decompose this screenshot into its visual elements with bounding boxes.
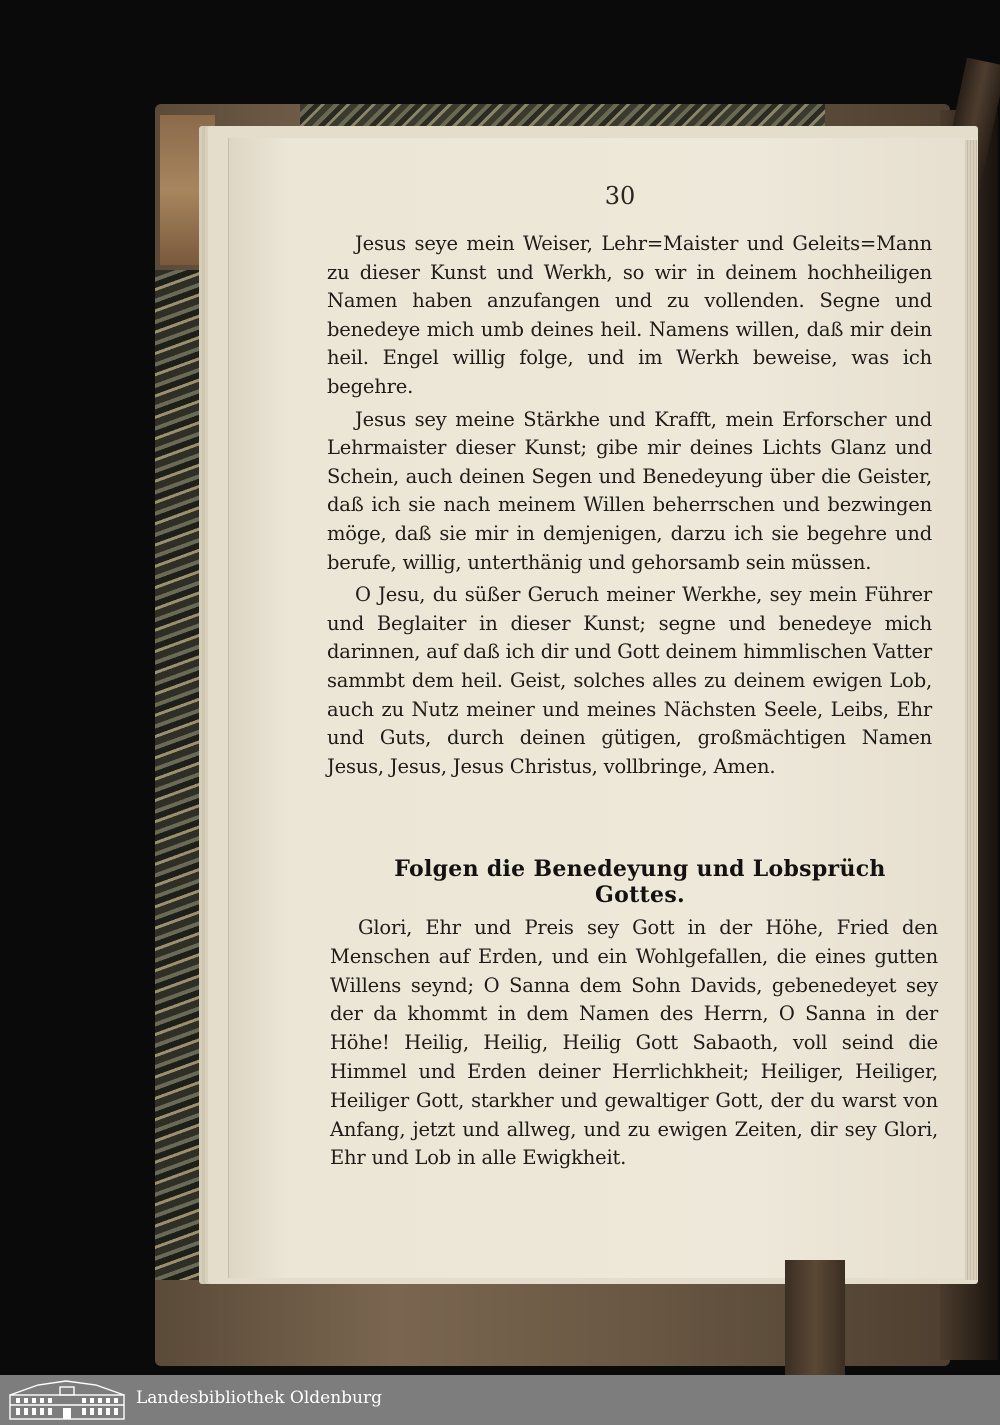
paragraph: Glori, Ehr und Preis sey Gott in der Höhe, Fried den Menschen auf Erden, und ein Wohlgefallen, die eines gutten Willens seynd; O Sanna dem Sohn Davids, gebenedeyet sey der da khommt in dem Namen des Herrn, O Sanna in der Höhe! Heilig, Heilig, Heilig Gott Sabaoth, voll seind die Himmel und Erden deiner Herrlichkheit; Heiliger, Heiliger, Heiliger Gott, starkher und gewaltiger Gott, der du warst von Anfang, jetzt und allweg, und zu ewigen Zeiten, dir sey Glori, Ehr und Lob in alle Ewigkheit. — [330, 916, 938, 1170]
footer-bar — [0, 1375, 1000, 1425]
page-edges — [965, 140, 977, 1280]
body-text-top — [327, 230, 932, 785]
paragraph: O Jesu, du süßer Geruch meiner Werkhe, sey mein Führer und Beglaiter in dieser Kunst; segne und benedeye mich darinnen, auf daß ich dir und Gott deinem himmlischen Vatter sammbt dem heil. Geist, solches alles zu deinem ewigen Lob, auch zu Nutz meiner und meines Nächsten Seele, Leibs, Ehr und Guts, durch deinen gütigen, großmächtigen Namen Jesus, Jesus, Jesus Christus, vollbringe, Amen. — [327, 583, 932, 778]
marbled-endpaper-top — [300, 104, 825, 128]
bookmark-ribbon-bottom — [785, 1260, 845, 1375]
paragraph: Jesus sey meine Stärkhe und Krafft, mein Erforscher und Lehrmaister dieser Kunst; gibe mir deines Lichts Glanz und Schein, auch deinen Segen und Benedeyung über die Geister, daß ich sie nach meinem Willen beherrschen und bezwingen möge, daß sie mir in demjenigen, darzu ich sie begehre und berufe, willig, unterthänig und gehorsamb sein müssen. — [327, 407, 932, 574]
body-text-bottom — [330, 914, 938, 1173]
page-number: 30 — [604, 182, 636, 210]
section-heading: Folgen die Benedeyung und Lobsprüch Gottes. — [394, 856, 886, 908]
leather-corner — [160, 115, 215, 265]
paragraph: Jesus seye mein Weiser, Lehr=Maister und Geleits=Mann zu dieser Kunst und Werkh, so wir in deinem hochheiligen Namen haben anzufangen und zu vollenden. Segne und benedeye mich umb deines heil. Namens willen, daß mir dein heil. Engel willig folge, und im Werkh beweise, was ich begehre. — [327, 232, 932, 398]
library-building-icon — [8, 1379, 126, 1421]
library-name: Landesbibliothek Oldenburg — [136, 1388, 383, 1408]
marbled-endpaper-left — [155, 270, 205, 1280]
